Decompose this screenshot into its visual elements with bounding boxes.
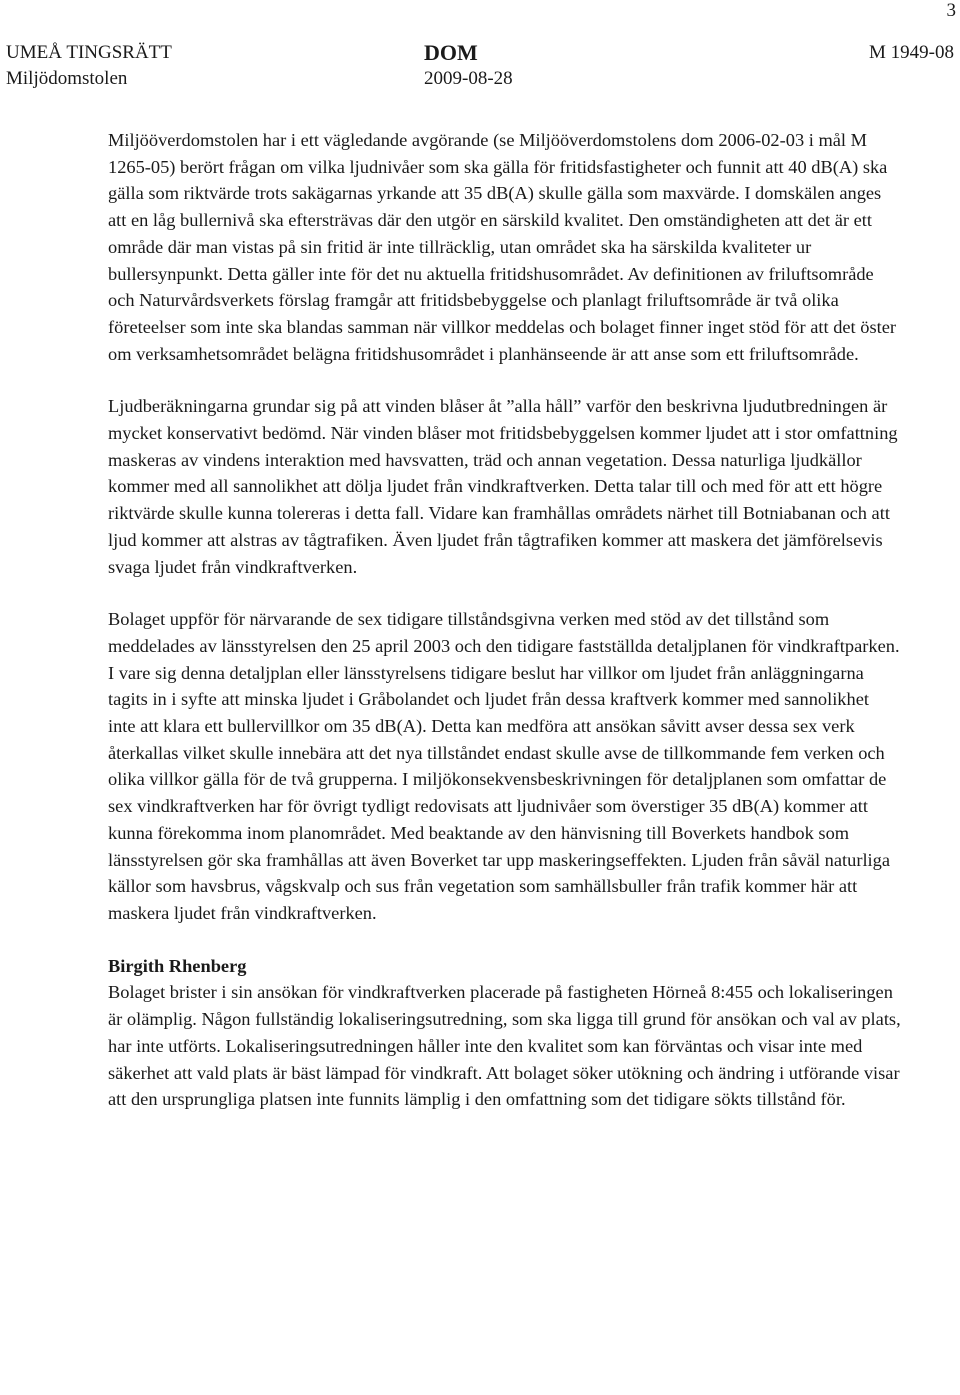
- section-paragraph: Bolaget brister i sin ansökan för vindkraftverken placerade på fastigheten Hörneå 8:455 och lokaliseringen är olämplig. Någon fullständig lokaliseringsutredning, som ska ligga till grund för ansökan och val av plats, har inte utförts. Lokaliseringsutredningen håller inte den kvalitet som kan förväntas och visar inte med säkerhet att vald plats är bäst lämpad för vindkraft. Att bolaget söker utökning och ändring i utförande visar att den ursprungliga platsen inte funnits lämplig i den omfattning som det tidigare sökts tillstånd för.: [108, 982, 901, 1110]
- case-number: M 1949-08: [869, 42, 954, 63]
- paragraph: Ljudberäkningarna grundar sig på att vinden blåser åt ”alla håll” varför den beskrivna ljudutbredningen är mycket konservativt bedömd. När vinden blåser mot fritidsbebyggelsen kommer ljudet att i stor omfattning maskeras av vindens interaktion med havsvatten, träd och annan vegetation. Dessa naturliga ljudkällor kommer med all sannolikhet att dölja ljudet från vindkraftverken. Detta talar till och med för att ett högre riktvärde skulle kunna tolereras i detta fall. Vidare kan framhållas områdets närhet till Botniabanan och att ljud kommer att alstras av tågtrafiken. Även ljudet från tågtrafiken kommer att maskera det jämförelsevis svaga ljudet från vindkraftverken.: [108, 396, 898, 577]
- page-number: 3: [946, 0, 956, 21]
- paragraph: Bolaget uppför för närvarande de sex tidigare tillståndsgivna verken med stöd av det tillstånd som meddelades av länsstyrelsen den 25 april 2003 och den tidigare fastställda detaljplanen för vindkraftparken. I vare sig denna detaljplan eller länsstyrelsens tidigare beslut har villkor om ljudet från anläggningarna tagits in i syfte att minska ljudet i Gråbolandet och ljudet från dessa kraftverk kommer med sannolikhet inte att klara ett bullervillkor om 35 dB(A). Detta kan medföra att ansökan såvitt avser dessa sex verk återkallas vilket skulle innebära att det nya tillståndet endast skulle avse de tillkommande fem verken och olika villkor gälla för de två grupperna. I miljökonsekvensbeskrivningen för detaljplanen som omfattar de sex vindkraftverken har för övrigt tydligt redovisats att ljudnivåer som överstiger 35 dB(A) kommer att kunna förekomma inom planområdet. Med beaktande av den hänvisning till Boverkets handbok som länsstyrelsen gör ska framhållas att även Boverket tar upp maskeringseffekten. Ljuden från såväl naturliga källor som havsbrus, vågskvalp och sus från vegetation som samhällsbuller från trafik kommer här att maskera ljudet från vindkraftverken.: [108, 609, 900, 923]
- court-division: Miljödomstolen: [6, 68, 128, 89]
- document-body: [108, 127, 901, 1139]
- court-name: UMEÅ TINGSRÄTT: [6, 42, 172, 63]
- header-court-block: [6, 40, 172, 92]
- document-type: DOM: [424, 40, 478, 65]
- section-heading: Birgith Rhenberg: [108, 955, 247, 976]
- paragraph: Miljööverdomstolen har i ett vägledande avgörande (se Miljööverdomstolens dom 2006-02-03 i mål M 1265-05) berört frågan om vilka ljudnivåer som ska gälla för fritidsfastigheter och funnit att 40 dB(A) ska gälla som riktvärde trots sakägarnas yrkande att 35 dB(A) skulle gälla som maxvärde. I domskälen anges att en låg bullernivå ska eftersträvas där den utgör en särskild kvalitet. Den omständigheten att det är ett område där man vistas på sin fritid är inte tillräcklig, utan området ska ha särskilda kvaliteter ur bullersynpunkt. Detta gäller inte för det nu aktuella fritidshusområdet. Av definitionen av friluftsområde och Naturvårdsverkets förslag framgår att fritidsbebyggelse och planlagt friluftsområde är två olika företeelser som inte ska blandas samman när villkor meddelas och bolaget finner inget stöd för att det öster om verksamhetsområdet belägna fritidshusområdet i planhänseende är att anse som ett friluftsområde.: [108, 130, 897, 364]
- document-date: 2009-08-28: [424, 68, 513, 89]
- header-doc-block: [424, 40, 513, 92]
- document-header: [6, 40, 954, 100]
